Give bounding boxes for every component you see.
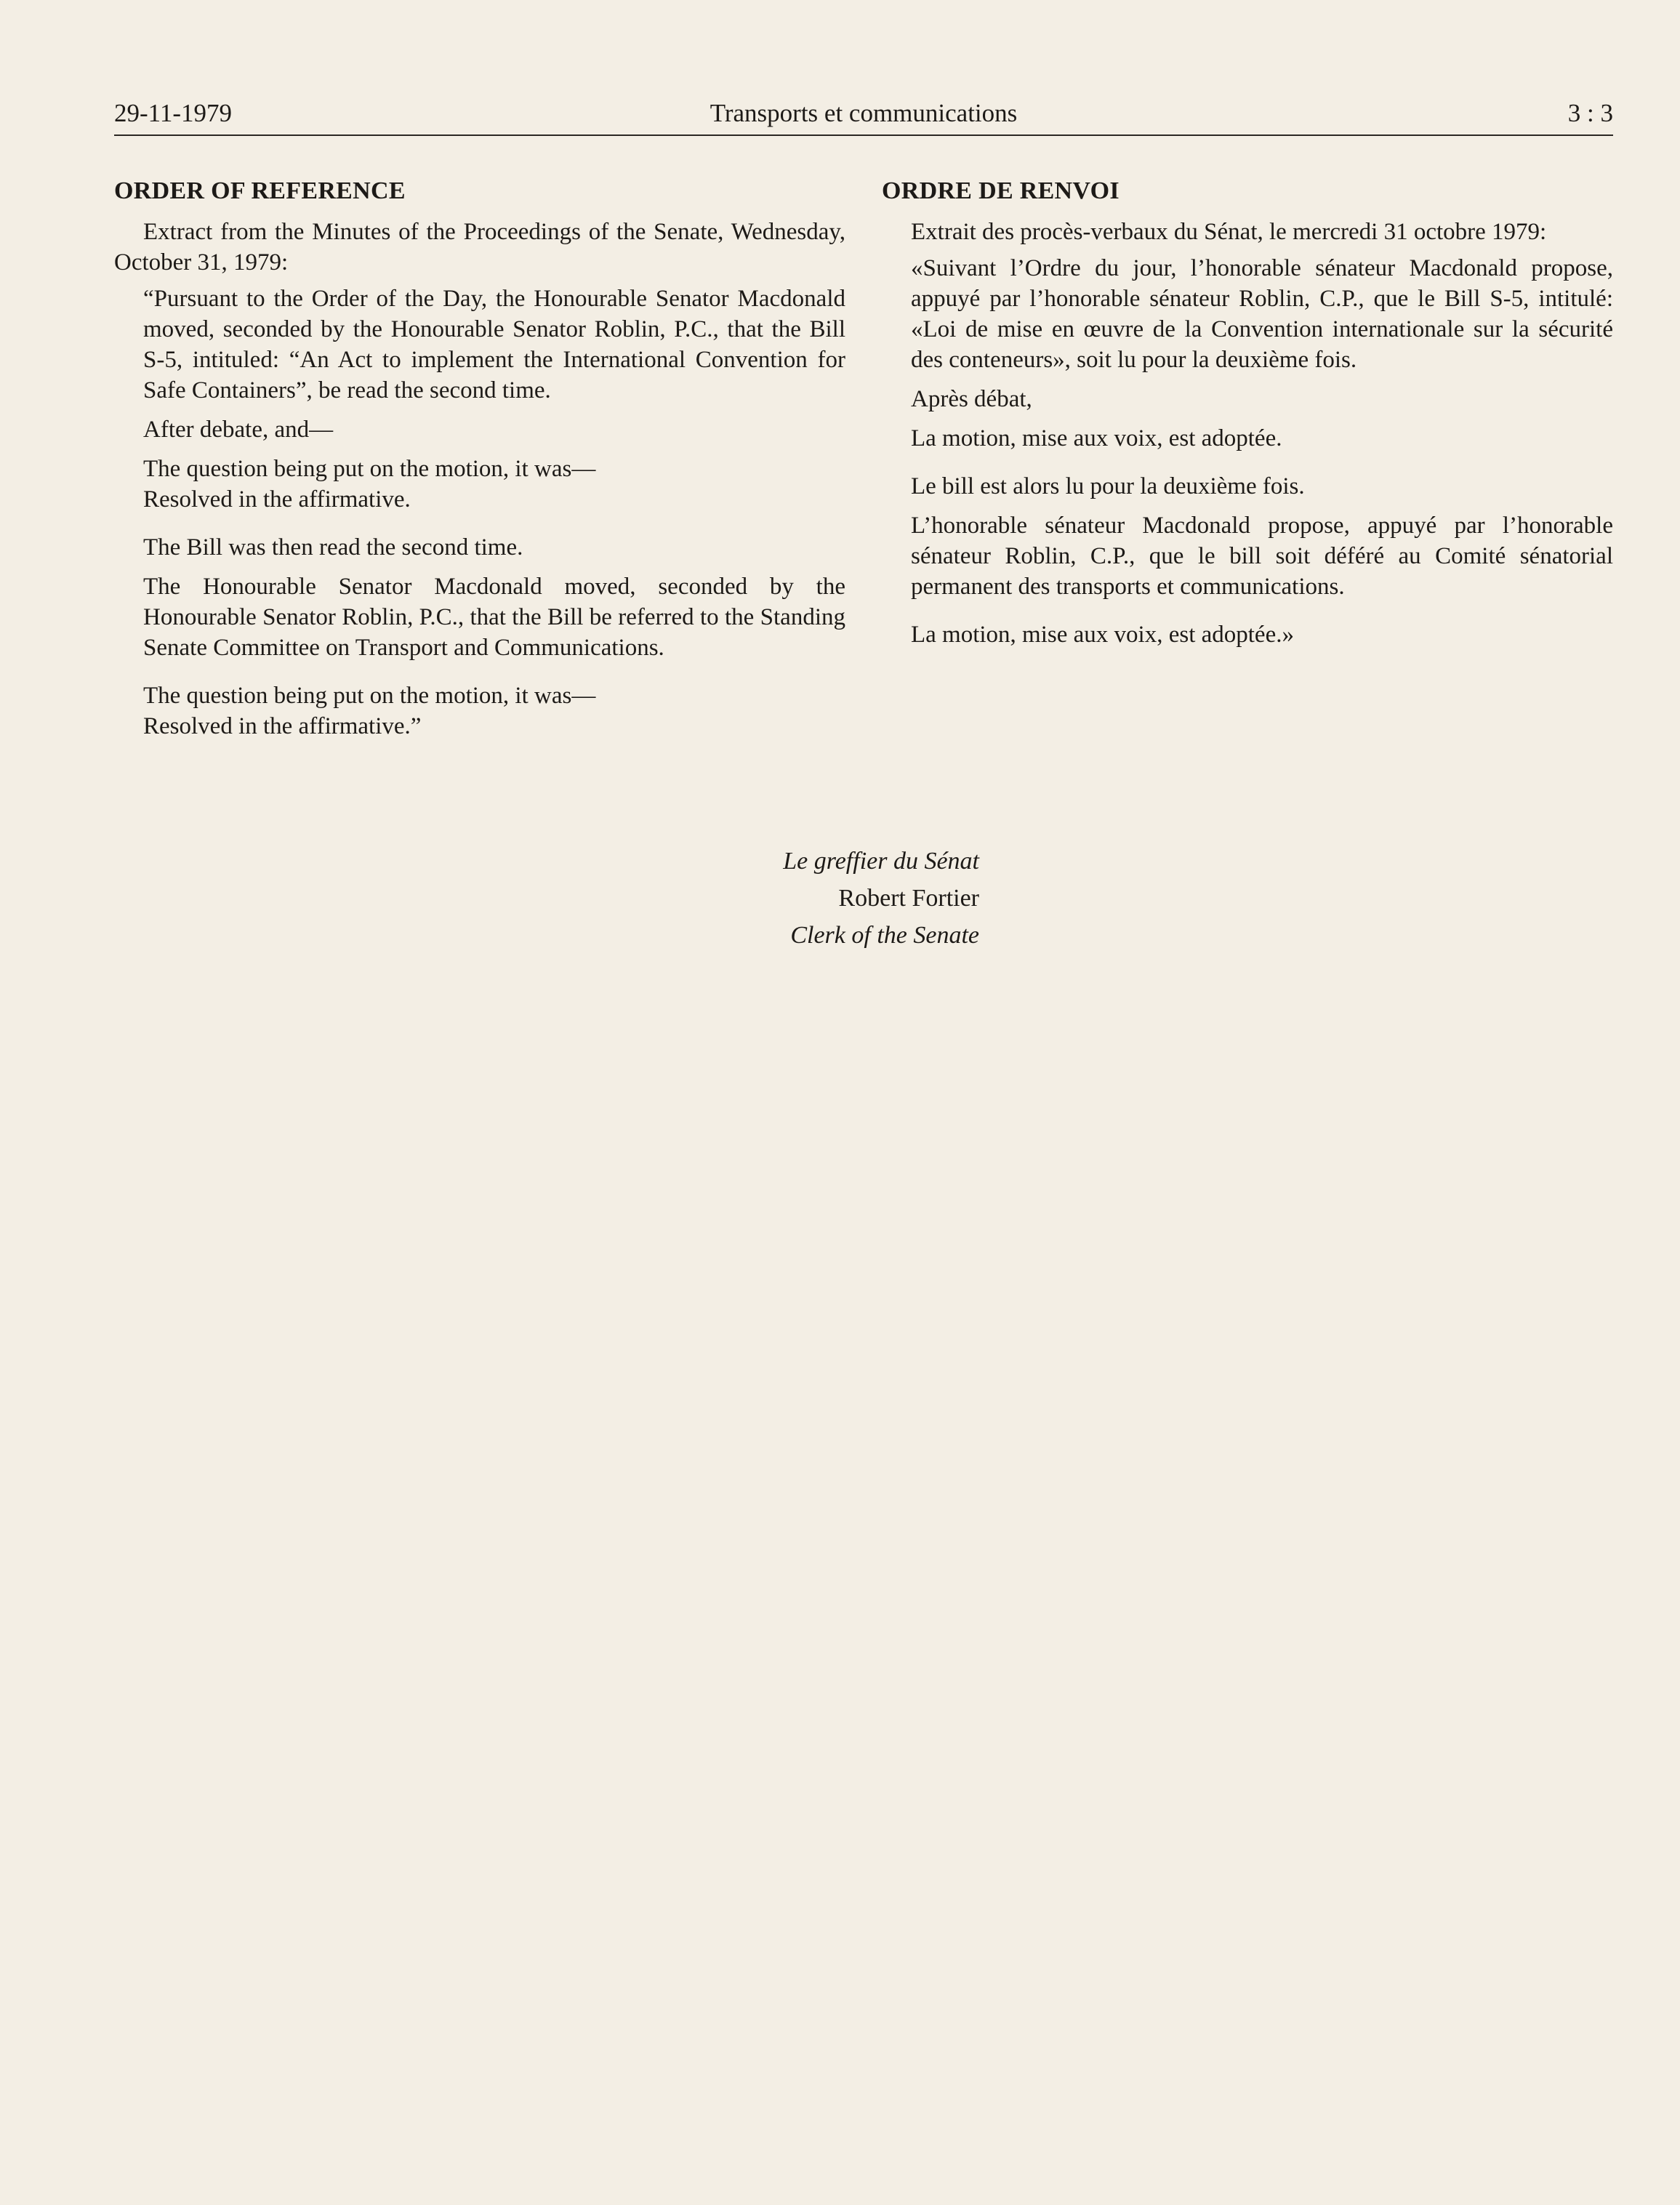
clerk-signature-block [114, 843, 979, 954]
resolved-text: Resolved in the affirmative. [143, 486, 411, 513]
motion-adoptee-text-2: La motion, mise aux voix, est adoptée.» [911, 622, 1294, 648]
signature-title-fr: Le greffier du Sénat [783, 848, 979, 875]
motion-adoptee-text: La motion, mise aux voix, est adoptée. [911, 425, 1282, 451]
after-debate-text: After debate, and— [143, 417, 334, 443]
page-header [114, 96, 1613, 134]
header-page-number: 3 : 3 [1567, 99, 1613, 127]
referral-motion-text: The Honourable Senator Macdonald moved, seconded by the Honourable Senator Roblin, P.C., that the Bill be referred to the Standing Senate Committee on Transport and Communications. [143, 574, 845, 661]
english-column [114, 176, 845, 742]
header-title: Transports et communications [710, 99, 1018, 127]
bill-lu-text: Le bill est alors lu pour la deuxième fois. [911, 473, 1305, 499]
question-put-text: The question being put on the motion, it was— [143, 456, 596, 482]
header-date: 29-11-1979 [114, 99, 233, 127]
order-of-reference-heading: ORDER OF REFERENCE [114, 177, 406, 204]
apres-debat-text: Après débat, [911, 386, 1032, 412]
extrait-intro: Extrait des procès-verbaux du Sénat, le mercredi 31 octobre 1979: [911, 219, 1547, 245]
motion-quote: “Pursuant to the Order of the Day, the Honourable Senator Macdonald moved, seconded by the Honourable Senator Roblin, P.C., that the Bill S-5, intituled: “An Act to implement the International Convention for Safe Containers”, be read the second time. [143, 286, 845, 403]
ordre-de-renvoi-heading: ORDRE DE RENVOI [882, 177, 1120, 204]
motion-quote-fr: «Suivant l’Ordre du jour, l’honorable sénateur Macdonald propose, appuyé par l’honorable sénateur Roblin, C.P., que le Bill S-5, intitulé: «Loi de mise en œuvre de la Convention internationale sur la sécurité des conteneurs», soit lu pour la deuxième fois. [911, 255, 1613, 373]
renvoi-motion-text: L’honorable sénateur Macdonald propose, appuyé par l’honorable sénateur Roblin, C.P., que le bill soit déféré au Comité sénatorial permanent des transports et communications. [911, 513, 1613, 600]
extract-intro: Extract from the Minutes of the Proceedings of the Senate, Wednesday, October 31, 1979: [114, 219, 845, 276]
french-column [882, 176, 1613, 650]
signature-title-en: Clerk of the Senate [790, 922, 979, 949]
resolved-text-2: Resolved in the affirmative.” [143, 713, 422, 739]
question-put-text-2: The question being put on the motion, it was— [143, 683, 596, 709]
signature-name: Robert Fortier [838, 885, 979, 912]
bill-read-text: The Bill was then read the second time. [143, 534, 523, 561]
header-divider [114, 134, 1613, 136]
